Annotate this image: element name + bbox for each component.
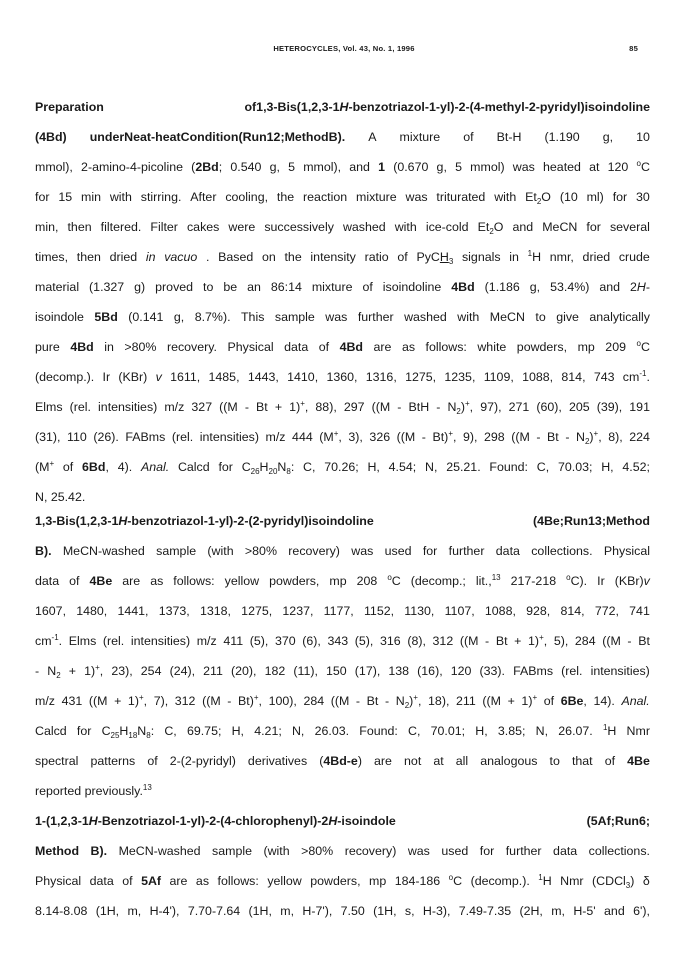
text-line: Elms (rel. intensities) m/z 327 ((M - Bt + 1)+, 88), 297 ((M - BtH - $N_2)^+$, 97), 271 (60), 205 (39), 191 [35, 399, 650, 416]
text-line: (4Bd) underNeat-heatCondition(Run12;MethodB). A mixture of Bt-H (1.190 g, 10 [35, 130, 650, 144]
text-line: 1,3-Bis(1,2,3-1H-benzotriazol-1-yl)-2-(2-pyridyl)isoindoline (4Be;Run13;Method [35, 514, 650, 528]
text-line: pure 4Bd in >80% recovery. Physical data of 4Bd are as follows: white powders, mp 209 $^o$C [35, 339, 650, 354]
text-line: N, 25.42. [35, 490, 86, 504]
text-line: data of 4Be are as follows: yellow powders, mp 208 $^o$C (decomp.; lit.,$^{13}$ 217-218 $^o$C). Ir (KBr)v [35, 573, 650, 588]
text-line: Method B). MeCN-washed sample (with >80% recovery) was used for further data collections. [35, 844, 650, 858]
page-number: 85 [629, 44, 638, 53]
text-line: (decomp.). Ir (KBr) v 1611, 1485, 1443, 1410, 1360, 1316, 1275, 1235, 1109, 1088, 814, 743 $cm^{-1}$. [35, 369, 650, 384]
text-line: m/z 431 ((M + 1)+, 7), 312 ((M - Bt)+, 100), 284 ((M - Bt - $N_2)^+$, 18), 211 ((M + 1)+ of 6Be, 14). Anal. [35, 693, 650, 710]
text-line: mmol), 2-amino-4-picoline (2Bd; 0.540 g, 5 mmol), and 1 (0.670 g, 5 mmol) was heated at 120 $^o$C [35, 159, 650, 174]
text-line: B). MeCN-washed sample (with >80% recovery) was used for further data collections. Physical [35, 544, 650, 558]
text-line: (31), 110 (26). FABms (rel. intensities) m/z 444 (M+, 3), 326 ((M - Bt)+, 9), 298 ((M - Bt - $N_2)^+$, 8), 224 [35, 429, 650, 446]
text-line: times, then dried in vacuo . Based on the intensity ratio of PyCH$_3$ signals in $^1$H nmr, dried crude [35, 249, 650, 266]
text-line: Preparation of1,3-Bis(1,2,3-1H-benzotriazol-1-yl)-2-(4-methyl-2-pyridyl)isoindoline [35, 100, 650, 114]
text-line: material (1.327 g) proved to be an 86:14 mixture of isoindoline 4Bd (1.186 g, 53.4%) and 2H- [35, 280, 650, 294]
text-line: Calcd for $C_{25}H_{18}N_8$: C, 69.75; H, 4.21; N, 26.03. Found: C, 70.01; H, 3.85; N, 26.07. $^1$H Nmr [35, 723, 650, 740]
text-line: (M+ of 6Bd, 4). Anal. Calcd for $C_{26}H_{20}N_8$: C, 70.26; H, 4.54; N, 25.21. Found: C, 70.03; H, 4.52; [35, 459, 650, 476]
running-header [0, 44, 688, 58]
text-line: 1607, 1480, 1441, 1373, 1318, 1275, 1237, 1177, 1152, 1130, 1107, 1088, 928, 814, 772, 741 [35, 604, 650, 618]
text-line: Physical data of 5Af are as follows: yellow powders, mp 184-186 $^o$C (decomp.). $^1$H Nmr (CDCl$_3$) δ [35, 873, 650, 890]
text-line: spectral patterns of 2-(2-pyridyl) derivatives (4Bd-e) are not at all analogous to that of 4Be [35, 754, 650, 768]
text-line: isoindole 5Bd (0.141 g, 8.7%). This sample was further washed with MeCN to give analytically [35, 310, 650, 324]
text-line: 1-(1,2,3-1H-Benzotriazol-1-yl)-2-(4-chlorophenyl)-2H-isoindole (5Af;Run6; [35, 814, 650, 828]
text-line: 8.14-8.08 (1H, m, H-4'), 7.70-7.64 (1H, m, H-7'), 7.50 (1H, s, H-3), 7.49-7.35 (2H, m, H-5' and 6'), [35, 904, 650, 918]
journal-citation: HETEROCYCLES, Vol. 43, No. 1, 1996 [273, 44, 415, 53]
text-line: - $N_2$ + 1)+, 23), 254 (24), 211 (20), 182 (11), 150 (17), 138 (16), 120 (33). FABms (rel. intensities) [35, 663, 650, 680]
text-line: reported previously.$^{13}$ [35, 783, 152, 798]
text-line: for 15 min with stirring. After cooling, the reaction mixture was triturated with $Et_2O$ (10 ml) for 30 [35, 190, 650, 206]
text-line: min, then filtered. Filter cakes were successively washed with ice-cold $Et_2O$ and MeCN for several [35, 220, 650, 236]
text-line: $cm^{-1}$. Elms (rel. intensities) m/z 411 (5), 370 (6), 343 (5), 316 (8), 312 ((M - Bt + 1)+, 5), 284 ((M - Bt [35, 633, 650, 648]
